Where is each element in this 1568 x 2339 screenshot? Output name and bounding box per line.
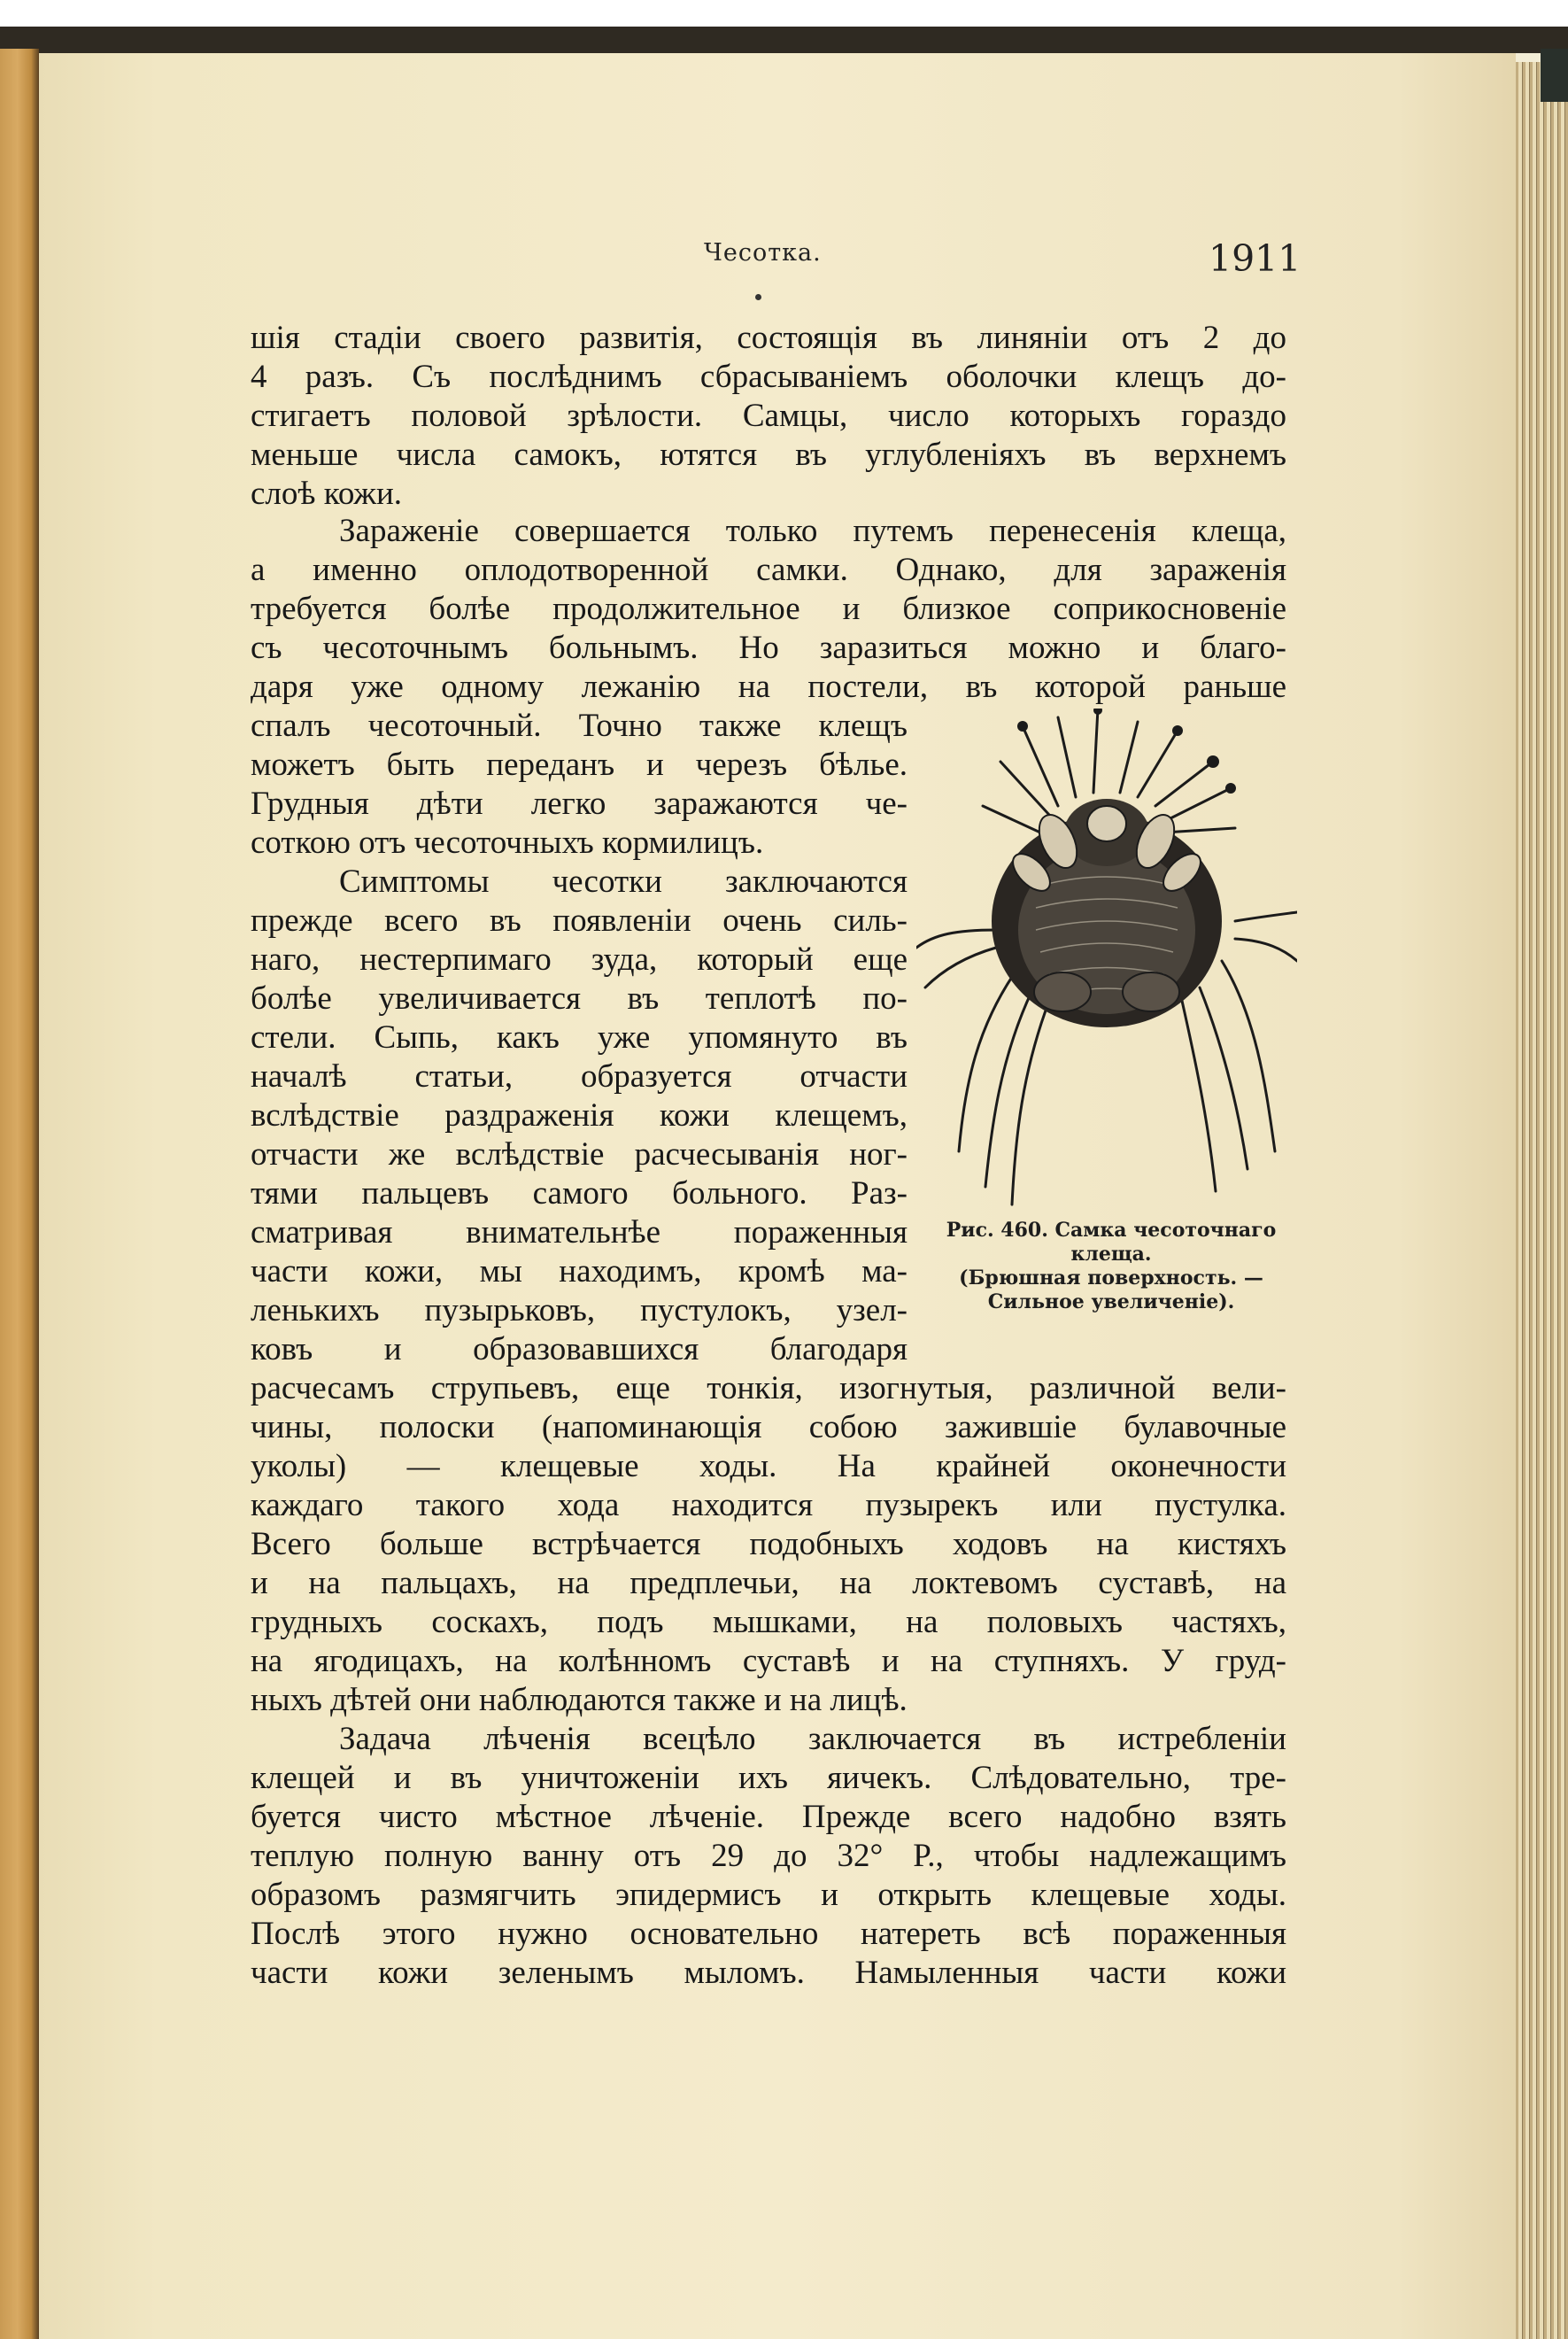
text-line: отчасти же вслѣдствіе расчесыванія ног- <box>251 1136 908 1173</box>
text-line: буется чисто мѣстное лѣченіе. Прежде всего надобно взять <box>251 1799 1286 1835</box>
text-line: даря уже одному лежанію на постели, въ которой раньше <box>251 669 1286 705</box>
text-line: требуется болѣе продолжительное и близкое соприкосновеніе <box>251 591 1286 627</box>
text-line: грудныхъ соскахъ, подъ мышками, на половыхъ частяхъ, <box>251 1604 1286 1640</box>
text-line: началѣ статьи, образуется отчасти <box>251 1058 908 1095</box>
text-line: Послѣ этого нужно основательно натереть всѣ пораженныя <box>251 1916 1286 1952</box>
caption-line: клеща. <box>1070 1243 1152 1266</box>
text-line: каждаго такого хода находится пузырекъ или пустулка. <box>251 1487 1286 1523</box>
text-line: ковъ и образовавшихся благодаря <box>251 1331 908 1367</box>
figure-caption <box>925 1219 1297 1314</box>
text-line: стигаетъ половой зрѣлости. Самцы, число которыхъ гораздо <box>251 398 1286 434</box>
text-line: съ чесоточнымъ больнымъ. Но заразиться можно и благо- <box>251 630 1286 666</box>
text-line: тями пальцевъ самого больного. Раз- <box>251 1175 908 1212</box>
text-line: можетъ быть переданъ и черезъ бѣлье. <box>251 747 908 783</box>
text-line: а именно оплодотворенной самки. Однако, для зараженія <box>251 552 1286 588</box>
text-line: стели. Сыпь, какъ уже упомянуто въ <box>251 1019 908 1056</box>
page-stack-edges <box>1516 62 1568 2339</box>
text-line: на ягодицахъ, на колѣнномъ суставѣ и на ступняхъ. У груд- <box>251 1643 1286 1679</box>
text-line: Грудныя дѣти легко заражаются че- <box>251 786 908 822</box>
text-line: части кожи зеленымъ мыломъ. Намыленныя части кожи <box>251 1955 1286 1991</box>
text-line: соткою отъ чесоточныхъ кормилицъ. <box>251 825 764 861</box>
text-line: прежде всего въ появленіи очень силь- <box>251 902 908 939</box>
text-line: наго, нестерпимаго зуда, который еще <box>251 941 908 978</box>
text-line: Задача лѣченія всецѣло заключается въ истребленіи <box>339 1721 1286 1757</box>
book-binding-edge <box>0 49 39 2339</box>
top-edge-shadow <box>0 0 1568 53</box>
text-line: спалъ чесоточный. Точно также клещъ <box>251 708 908 744</box>
text-line: теплую полную ванну отъ 29 до 32° Р., чтобы надлежащимъ <box>251 1838 1286 1874</box>
caption-line: (Брюшная поверхность. — <box>959 1266 1263 1290</box>
text-line: чины, полоски (напоминающія собою зажившіе булавочные <box>251 1409 1286 1445</box>
page-number: 1911 <box>1209 237 1302 280</box>
cover-corner <box>1541 49 1568 102</box>
text-line: болѣе увеличивается въ теплотѣ по- <box>251 980 908 1017</box>
text-line: ныхъ дѣтей они наблюдаются также и на лицѣ. <box>251 1682 908 1718</box>
text-line: клещей и въ уничтоженіи ихъ яичекъ. Слѣдовательно, тре- <box>251 1760 1286 1796</box>
text-line: уколы) — клещевые ходы. На крайней оконечности <box>251 1448 1286 1484</box>
printing-dot <box>755 294 761 300</box>
text-line: сматривая внимательнѣе пораженныя <box>251 1214 908 1251</box>
text-line: вслѣдствіе раздраженія кожи клещемъ, <box>251 1097 908 1134</box>
text-line: и на пальцахъ, на предплечьи, на локтевомъ суставѣ, на <box>251 1565 1286 1601</box>
text-line: Симптомы чесотки заключаются <box>339 864 908 900</box>
text-line: ленькихъ пузырьковъ, пустулокъ, узел- <box>251 1292 908 1328</box>
text-line: Всего больше встрѣчается подобныхъ ходовъ на кистяхъ <box>251 1526 1286 1562</box>
text-line: шія стадіи своего развитія, состоящія въ линяніи отъ 2 до <box>251 320 1286 356</box>
running-header-title: Чесотка. <box>704 239 822 267</box>
text-line: слоѣ кожи. <box>251 476 403 512</box>
text-line: Зараженіе совершается только путемъ перенесенія клеща, <box>339 513 1286 549</box>
caption-line: Сильное увеличеніе). <box>987 1290 1235 1313</box>
text-line: 4 разъ. Съ послѣднимъ сбрасываніемъ оболочки клещъ до- <box>251 359 1286 395</box>
caption-line: Рис. 460. Самка чесоточнаго <box>946 1219 1277 1242</box>
text-line: части кожи, мы находимъ, кромѣ ма- <box>251 1253 908 1290</box>
mite-illustration <box>916 709 1297 1222</box>
text-line: меньше числа самокъ, ютятся въ углубленіяхъ въ верхнемъ <box>251 437 1286 473</box>
text-line: расчесамъ струпьевъ, еще тонкія, изогнутыя, различной вели- <box>251 1370 1286 1406</box>
text-line: образомъ размягчить эпидермисъ и открыть клещевые ходы. <box>251 1877 1286 1913</box>
